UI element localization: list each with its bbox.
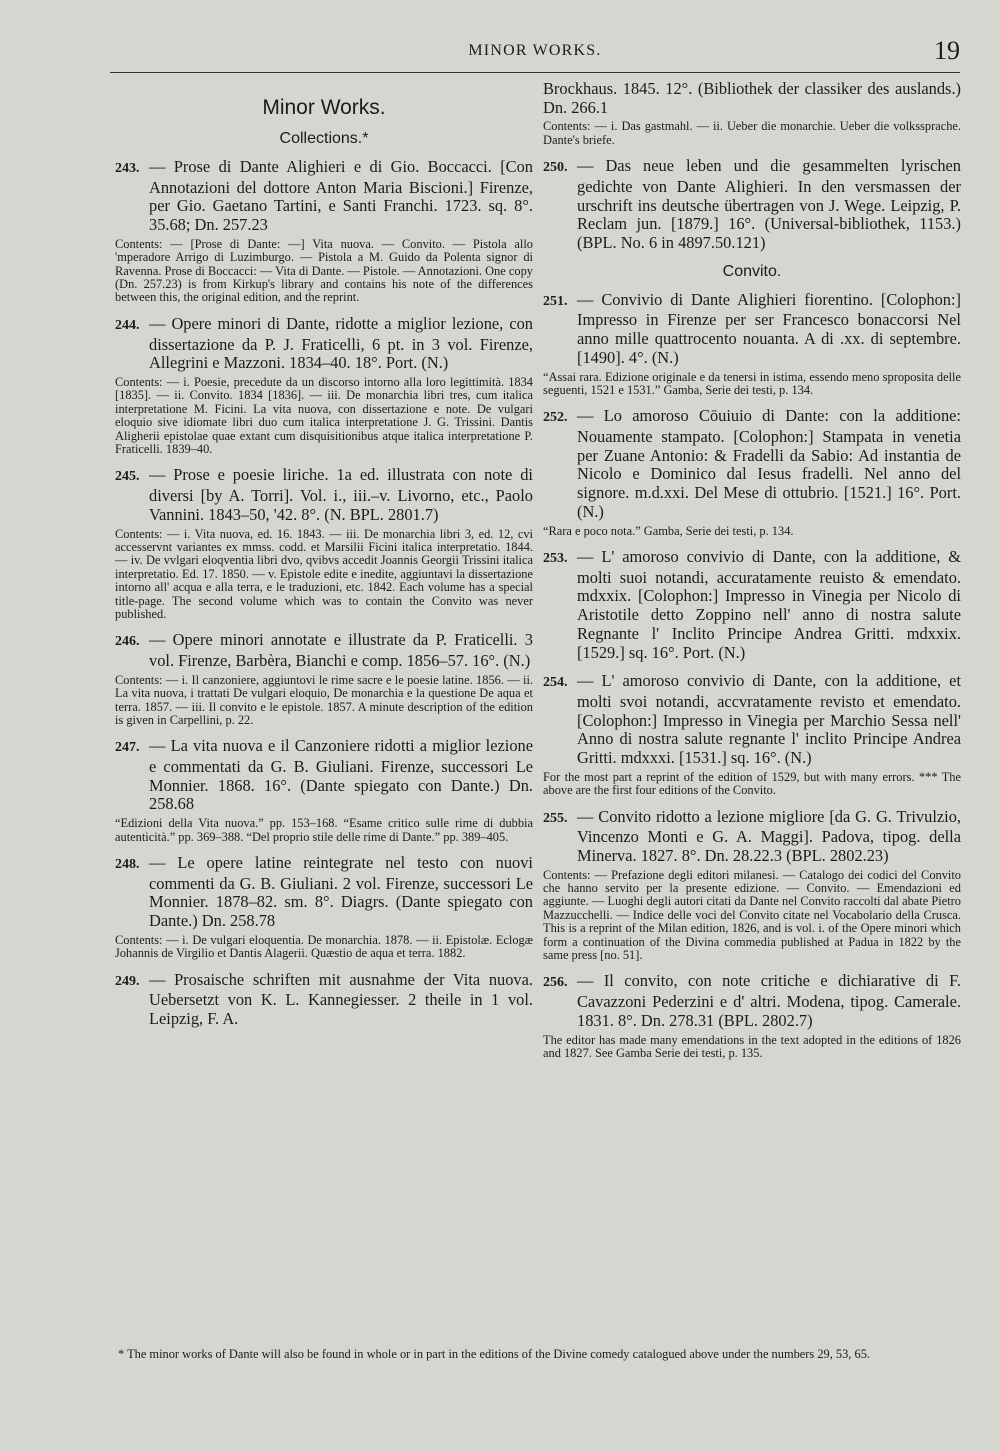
entry-heading [543,672,961,768]
entry-number: 251. [543,293,568,309]
entry-heading [543,157,961,253]
entry-number: 246. [115,634,140,650]
entry-text: — Prose e poesie liriche. 1a ed. illustrata con note di diversi [by A. Torri]. Vol. i., iii.–v. Livorno, etc., Paolo Vannini. 1843–50, '42. 8°. (N. BPL. 2801.7) [149,465,533,524]
entry-number: 256. [543,975,568,991]
left-entries [115,158,533,1029]
entry-text: — Convivio di Dante Alighieri fiorentino. [Colophon:] Impresso in Firenze per ser Francesco bonaccorsi Nel anno mille quattrocento nouanta. A di .xx. di septembre. [1490]. 4°. (N.) [577,289,961,367]
entry-text: — Prosaische schriften mit ausnahme der Vita nuova. Uebersetzt von K. L. Kannegiesser. 2 theile in 1 vol. Leipzig, F. A. [149,969,533,1029]
continued-entry: Brockhaus. 1845. 12°. (Bibliothek der classiker des auslands.) Dn. 266.1 [543,79,961,117]
entry-heading [543,291,961,368]
catalog-entry [543,407,961,538]
running-head [110,36,960,70]
running-title: MINOR WORKS. [468,42,602,59]
right-entries-b [543,291,961,1061]
entry-text: — L' amoroso convivio di Dante, con la additione, et molti svoi notandi, accvratamente revisto et emendato. [Colophon:] Impresso in Vinegia per Marchio Sessa nell' Anno di nostra salute regnante l' inclito Principe Andrea Gritti. mdxxxi. [1531.] sq. 16°. (N.) [577,671,961,768]
entry-note: “Rara e poco nota.” Gamba, Serie dei testi, p. 134. [543,523,794,538]
entry-number: 247. [115,740,140,756]
entry-note: The editor has made many emendations in the text adopted in the editions of 1826 and 1827. See Gamba Serie dei testi, p. 135. [543,1032,961,1060]
catalog-entry [115,466,533,621]
entry-number: 252. [543,410,568,426]
catalog-entry [115,737,533,844]
entry-heading [115,737,533,814]
entry-note: Contents: — i. Vita nuova, ed. 16. 1843. — iii. De monarchia libri 3, ed. 12, cvi accesservnt variantes ex mmss. codd. et Marsilii Ficini italica interpretatio. 1844. — iv. De vvlgari eloqventia libri dvo, qvibvs accedit Joannis Georgii Trissini italica interpretatio. Ed. 17. 1850. — v. Epistole edite e inedite, aggiuntavi la dissertazione intorno all' acqua e alla terra, e le traduzioni, etc. 1842. Each volume has a special title-page. The second volume which was to contain the Convito was never published. [115,526,533,621]
entry-heading [115,854,533,931]
entry-note: Contents: — Prefazione degli editori milanesi. — Catalogo dei codici del Convito che hanno servito per la presente edizione. — Convito. — Emendazioni ed aggiunte. — Luoghi degli autori citati da Dante nel Convito raccolti dal abate Pietro Mazzucchelli. — Indice delle voci del Convito citate nel Vocabolario della Crusca. This is a reprint of the Milan edition, 1826, and is vol. i. of the Opere minori which form a continuation of the Divina commedia published at Padua in 1822 by the same press [no. 51]. [543,867,961,963]
entry-heading [543,407,961,521]
entry-note: Contents: — i. De vulgari eloquentia. De monarchia. 1878. — ii. Epistolæ. Eclogæ Johannis de Virgilio et Dantis Alagerii. Quæstio de aqua et terra. 1882. [115,932,533,961]
catalog-entry [115,158,533,305]
entry-number: 245. [115,469,140,485]
entry-number: 248. [115,857,140,872]
entry-text: — Lo amoroso Cōuiuio di Dante: con la additione: Nouamente stampato. [Colophon:] Stampata in venetia per Zuane Antonio: & Fradelli da Sabio: Ad instantia de Nicolo e Dominico dal Iesus fradelli. Nel anno del signore. m.d.xxi. Del Mese di ottubrio. [1521.] 16°. Port. (N.) [577,406,961,521]
entry-heading [115,971,533,1029]
section-title: Minor Works. [262,96,386,119]
entry-text: — Le opere latine reintegrate nel testo con nuovi commenti da G. B. Giuliani. 2 vol. Firenze, successori Le Monnier. 1878–82. sm. 8°. Diagrs. (Dante spiegato con Dante.) Dn. 258.78 [149,853,533,931]
entry-text: — La vita nuova e il Canzoniere ridotti a miglior lezione e commentati da G. B. Giuliani. Firenze, successori Le Monnier. 1868. 16°. (Dante spiegato con Dante.) Dn. 258.68 [149,736,533,814]
entry-number: 250. [543,160,568,176]
entry-text: — Il convito, con note critiche e dichiarative di F. Cavazzoni Pederzini e d' altri. Modena, tipog. Camerale. 1831. 8°. Dn. 278.31 (BPL. 2802.7) [577,971,961,1030]
header-rule [110,72,960,73]
entry-heading [543,808,961,866]
entry-number: 253. [543,550,568,566]
entry-note: Contents: — [Prose di Dante: —] Vita nuova. — Convito. — Pistola allo 'mperadore Arrigo di Luzimburgo. — Pistola a M. Guido da Polenta signor di Ravenna. Prose di Boccacci: — Vita di Dante. — Pistole. — Annotazioni. One copy (Dn. 257.23) is from Kirkup's library and contains his note of the differences between this, the original edition, and the reprint. [115,236,533,305]
entry-heading [115,466,533,524]
entry-note: Contents: — i. Poesie, precedute da un discorso intorno alla loro legittimità. 1834 [1835]. — ii. Convito. 1834 [1836]. — iii. De monarchia libri tres, cum italica interpretatione M. Ficini. La vita nuova, con dissertazione e note. De vulgari eloquio sive idiomate libri duo cum italica interpretatione J. G. Trissini. Dantis Aligherii epistolae quae extant cum disquisitionibus atque italica interpretatione P. Fraticelli. 1839–40. [115,374,533,456]
entry-heading [115,315,533,373]
right-column [543,80,961,1060]
entry-text: — Opere minori di Dante, ridotte a miglior lezione, con dissertazione da P. J. Fraticelli, 6 pt. in 3 vol. Firenze, Allegrini e Mazzoni. 1834–40. 18°. Port. (N.) [149,313,533,373]
left-column [115,80,533,1029]
entry-note: “Assai rara. Edizione originale e da tenersi in istima, essendo meno sproposita delle seguenti, 1521 e 1531.” Gamba, Serie dei testi, p. 134. [543,369,961,397]
footnote: * The minor works of Dante will also be found in whole or in part in the editions of the Divine comedy catalogued above under the numbers 29, 53, 65. [118,1347,870,1361]
right-entries-a [543,157,961,253]
page-number: 19 [934,36,960,65]
entry-number: 255. [543,810,568,826]
catalog-entry [115,631,533,727]
catalog-entry [115,971,533,1029]
entry-text: — Convito ridotto a lezione migliore [da G. G. Trivulzio, Vincenzo Monti e G. A. Maggi]. Padova, tipog. della Minerva. 1827. 8°. Dn. 28.22.3 (BPL. 2802.23) [577,806,961,865]
entry-heading [543,548,961,662]
entry-text: — Das neue leben und die gesammelten lyrischen gedichte von Dante Alighieri. In den versmassen der urschrift ins deutsche übertragen von J. Wege. Leipzig, P. Reclam jun. [1879.] 16°. (Universal-bibliothek, 1153.) (BPL. No. 6 in 4897.50.121) [577,156,961,253]
entry-number: 254. [543,675,568,691]
subsection-title-collections: Collections.* [279,130,369,147]
catalog-entry [543,548,961,662]
entry-text: — Opere minori annotate e illustrate da P. Fraticelli. 3 vol. Firenze, Barbèra, Bianchi e comp. 1856–57. 16°. (N.) [149,630,533,671]
continued-entry-note: Contents: — i. Das gastmahl. — ii. Ueber die monarchie. Ueber die volkssprache. Dante's briefe. [543,119,961,147]
catalog-entry [543,672,961,797]
entry-heading [115,158,533,235]
entry-note: Contents: — i. Il canzoniere, aggiuntovi le rime sacre e le poesie latine. 1856. — ii. La vita nuova, i trattati De vulgari eloquio, De monarchia e la questione De aqua et terra. 1857. — iii. Il convito e le epistole. 1857. A minute description of the edition is given in Carpellini, p. 22. [115,672,533,727]
catalog-entry [115,315,533,457]
entry-note: For the most part a reprint of the edition of 1529, but with many errors. *** The above are the first four editions of the Convito. [543,769,961,798]
entry-heading [115,631,533,670]
entry-heading [543,972,961,1030]
subsection-title-convito: Convito. [722,262,782,280]
entry-number: 249. [115,973,140,989]
catalog-entry [115,854,533,961]
catalog-entry [543,157,961,253]
entry-number: 244. [115,317,140,333]
entry-note: “Edizioni della Vita nuova.” pp. 153–168. “Esame critico sulle rime di dubbia autenticità.” pp. 369–388. “Del proprio stile delle rime di Dante.” pp. 389–405. [115,816,533,844]
entry-number: 243. [115,161,140,176]
catalog-entry [543,972,961,1060]
catalog-entry [543,291,961,398]
catalog-entry [543,808,961,963]
entry-text: — Prose di Dante Alighieri e di Gio. Boccacci. [Con Annotazioni del dottore Anton Maria Biscioni.] Firenze, per Gio. Gaetano Tartini, e Santi Franchi. 1723. sq. 8°. 35.68; Dn. 257.23 [149,157,533,235]
entry-text: — L' amoroso convivio di Dante, con la additione, & molti suoi notandi, accuratamente reuisto & emendato. mdxxix. [Colophon:] Impresso in Vinegia per Nicolo di Aristotile detto Zoppino nell' anno di nostra salute Regnante l' Inclito Principe Andrea Gritti. mdxxix. [1529.] sq. 16°. Port. (N.) [577,546,961,662]
